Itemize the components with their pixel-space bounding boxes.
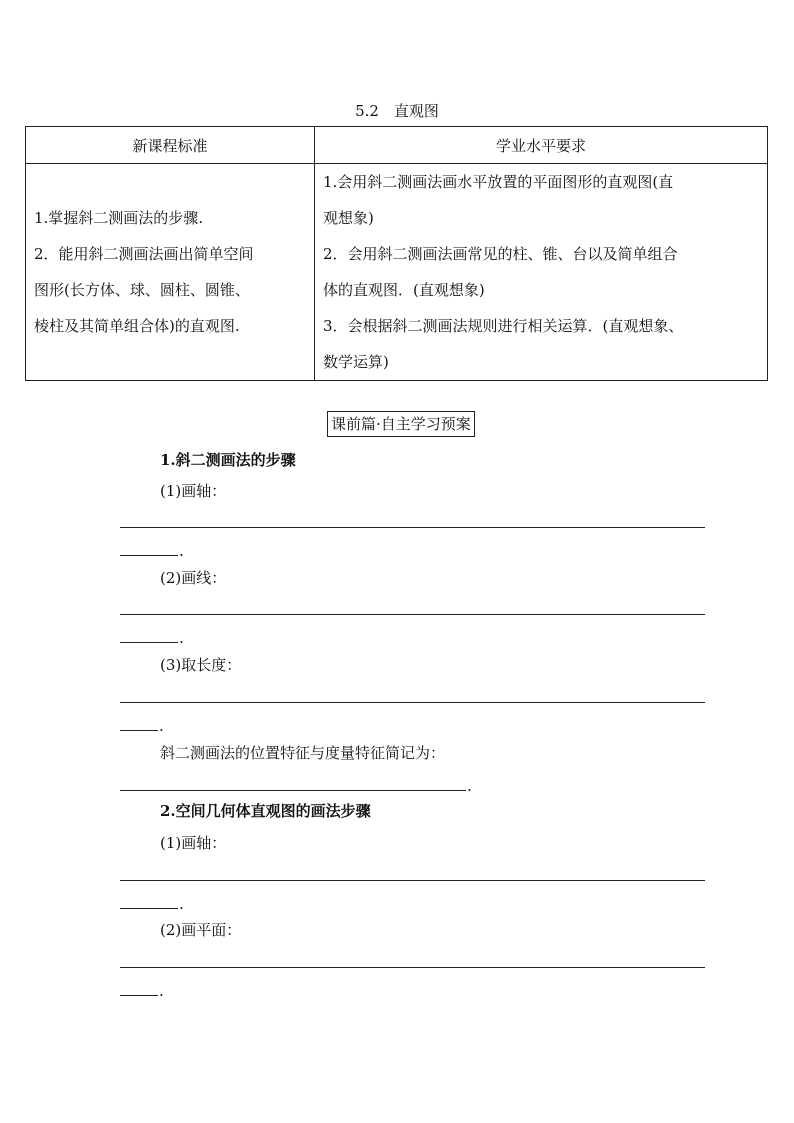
section-label: 课前篇·自主学习预案 — [327, 411, 475, 437]
table-header-curriculum: 新课程标准 — [26, 127, 315, 164]
requirement-line: 数学运算) — [323, 353, 389, 371]
answer-blank[interactable] — [120, 555, 178, 556]
period: . — [179, 629, 184, 647]
page-title: 5.2 直观图 — [355, 102, 439, 120]
step-draw-axes-label: (1)画轴： — [160, 482, 227, 500]
answer-blank[interactable] — [120, 614, 705, 615]
step-length-label: (3)取长度： — [160, 656, 242, 674]
answer-blank[interactable] — [120, 790, 466, 791]
step-draw-plane-label: (2)画平面： — [160, 921, 242, 939]
answer-blank[interactable] — [120, 880, 705, 881]
answer-blank[interactable] — [120, 642, 178, 643]
period: . — [179, 895, 184, 913]
answer-blank[interactable] — [120, 995, 158, 996]
period: . — [159, 717, 164, 735]
period: . — [467, 777, 472, 795]
standards-table — [25, 126, 768, 381]
table-header-row — [26, 127, 768, 164]
curriculum-line: 棱柱及其简单组合体)的直观图. — [34, 317, 240, 335]
summary-text: 斜二测画法的位置特征与度量特征简记为： — [160, 744, 446, 762]
requirement-line: 3．会根据斜二测画法规则进行相关运算．(直观想象、 — [323, 317, 684, 335]
answer-blank[interactable] — [120, 702, 705, 703]
period: . — [179, 542, 184, 560]
curriculum-line: 图形(长方体、球、圆柱、圆锥、 — [34, 281, 250, 299]
section1-heading: 1.斜二测画法的步骤 — [160, 451, 296, 469]
curriculum-line: 2．能用斜二测画法画出简单空间 — [34, 245, 254, 263]
requirements-cell — [315, 164, 768, 381]
answer-blank[interactable] — [120, 527, 705, 528]
requirement-line: 2．会用斜二测画法画常见的柱、锥、台以及简单组合 — [323, 245, 678, 263]
requirement-line: 体的直观图．(直观想象) — [323, 281, 485, 299]
table-row — [26, 164, 768, 381]
period: . — [159, 982, 164, 1000]
answer-blank[interactable] — [120, 967, 705, 968]
requirement-line: 观想象) — [323, 209, 374, 227]
curriculum-cell — [26, 164, 315, 381]
table-header-requirements: 学业水平要求 — [315, 127, 768, 164]
answer-blank[interactable] — [120, 908, 178, 909]
step-draw-axes-label: (1)画轴： — [160, 834, 227, 852]
curriculum-line: 1.掌握斜二测画法的步骤. — [34, 209, 204, 227]
section2-heading: 2.空间几何体直观图的画法步骤 — [160, 802, 371, 820]
answer-blank[interactable] — [120, 730, 158, 731]
step-draw-lines-label: (2)画线： — [160, 569, 227, 587]
requirement-line: 1.会用斜二测画法画水平放置的平面图形的直观图(直 — [323, 173, 674, 191]
